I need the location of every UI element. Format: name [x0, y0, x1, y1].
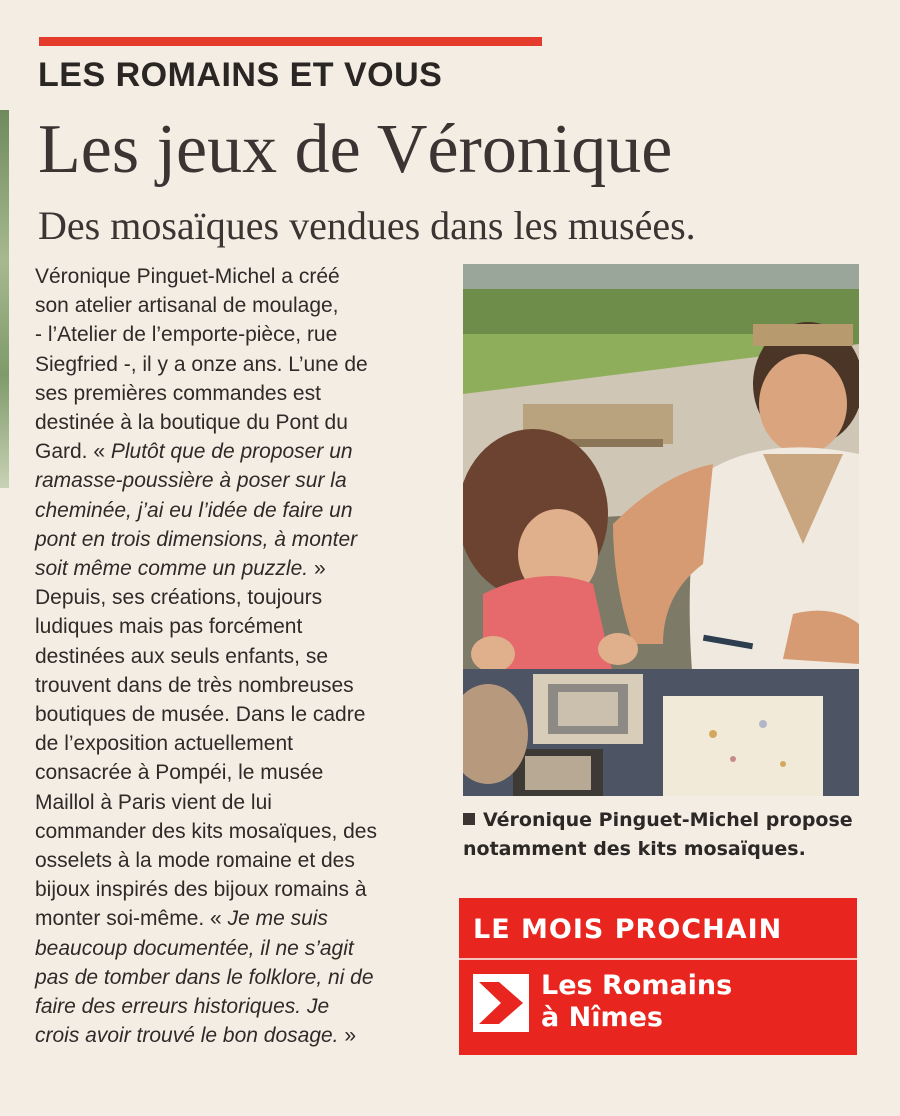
article-quote: pas de tomber dans le folklore, ni de — [35, 965, 374, 989]
caption-line: notamment des kits mosaïques. — [463, 838, 806, 860]
chevron-right-icon[interactable] — [473, 974, 529, 1032]
promo-link-line: Les Romains — [541, 970, 733, 1001]
promo-link[interactable] — [541, 970, 732, 1034]
article-line — [35, 1021, 455, 1050]
article-line: consacrée à Pompéi, le musée — [35, 761, 324, 785]
article-line — [35, 934, 455, 963]
article-line: osselets à la mode romaine et des — [35, 849, 355, 873]
article-line: bijoux inspirés des bijoux romains à — [35, 878, 367, 902]
article-line — [35, 525, 455, 554]
next-month-box[interactable] — [459, 898, 857, 1055]
article-line: commander des kits mosaïques, des — [35, 819, 377, 843]
article-line: boutiques de musée. Dans le cadre — [35, 703, 366, 727]
article-quote: faire des erreurs historiques. Je — [35, 995, 330, 1019]
article-photo — [463, 264, 859, 796]
article-line — [35, 963, 455, 992]
article-quote: cheminée, j’ai eu l’idée de faire un — [35, 498, 353, 522]
article-quote: pont en trois dimensions, à monter — [35, 527, 358, 551]
article-line: son atelier artisanal de moulage, — [35, 294, 339, 318]
section-rule — [39, 37, 542, 46]
article-line — [35, 496, 455, 525]
promo-link-line: à Nîmes — [541, 1002, 663, 1033]
article-line — [35, 437, 455, 466]
quote-close: » — [308, 557, 326, 581]
article-quote: Je me suis — [227, 907, 328, 931]
article-body — [35, 262, 455, 1050]
article-line — [35, 904, 455, 933]
article-line: trouvent dans de très nombreuses — [35, 673, 354, 697]
promo-title: LE MOIS PROCHAIN — [473, 914, 783, 945]
article-line — [35, 554, 455, 583]
article-quote: soit même comme un puzzle. — [35, 557, 309, 581]
article-quote: beaucoup documentée, il ne s’agit — [35, 936, 354, 960]
article-subhead: Des mosaïques vendues dans les musées. — [38, 203, 696, 248]
article-text: monter soi-même. « — [35, 907, 228, 931]
article-line: - l’Atelier de l’emporte-pièce, rue — [35, 323, 338, 347]
article-line: de l’exposition actuellement — [35, 732, 293, 756]
adjacent-photo-edge — [0, 110, 9, 488]
quote-close: » — [338, 1024, 357, 1048]
article-headline: Les jeux de Véronique — [38, 111, 673, 188]
caption-bullet-icon — [463, 813, 475, 825]
section-kicker: LES ROMAINS ET VOUS — [38, 56, 443, 94]
article-line: destinées aux seuls enfants, se — [35, 644, 329, 668]
article-line: Depuis, ses créations, toujours — [35, 586, 323, 610]
photo-illustration — [463, 264, 859, 796]
article-text: Gard. « — [35, 440, 111, 464]
promo-divider — [459, 958, 857, 960]
article-line — [35, 466, 455, 495]
article-line: Véronique Pinguet-Michel a créé — [35, 265, 340, 288]
article-line: ses premières commandes est — [35, 381, 321, 405]
article-line: Siegfried -, il y a onze ans. L’une de — [35, 352, 368, 376]
article-quote: Plutôt que de proposer un — [110, 440, 353, 464]
article-line: Maillol à Paris vient de lui — [35, 790, 272, 814]
photo-caption — [463, 806, 863, 864]
article-line — [35, 992, 455, 1021]
article-line: ludiques mais pas forcément — [35, 615, 303, 639]
caption-line: Véronique Pinguet-Michel propose — [483, 809, 853, 831]
article-quote: crois avoir trouvé le bon dosage. — [35, 1024, 339, 1048]
article-quote: ramasse-poussière à poser sur la — [35, 469, 347, 493]
article-line: destinée à la boutique du Pont du — [35, 411, 348, 435]
